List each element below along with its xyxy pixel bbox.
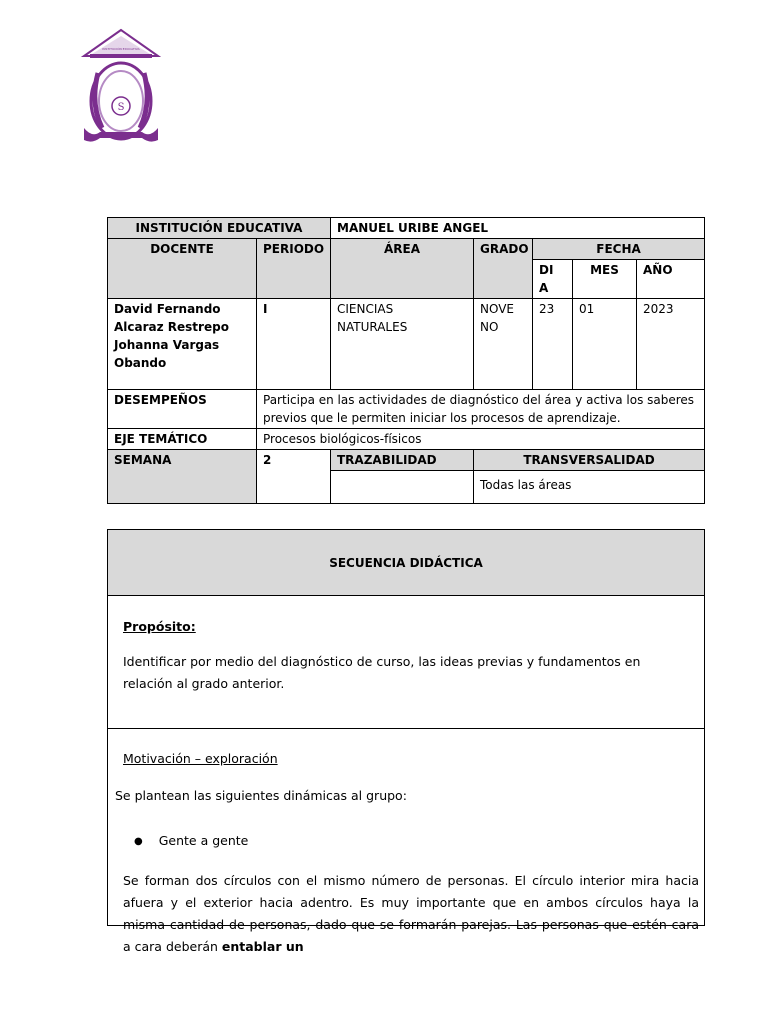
mes-header: MES xyxy=(573,260,637,299)
motivacion-paragraph xyxy=(123,870,699,958)
semana-value: 2 xyxy=(257,450,331,504)
svg-text:S: S xyxy=(117,102,125,113)
area-cell xyxy=(331,299,474,390)
bullet-text: Gente a gente xyxy=(158,833,249,848)
fecha-header: FECHA xyxy=(533,239,705,260)
grado-header: GRADO xyxy=(474,239,533,299)
bullet-dot: ● xyxy=(134,836,143,847)
motivacion-section xyxy=(108,729,704,954)
bullet-item xyxy=(134,833,730,848)
docente-line-3: Johanna Vargas xyxy=(114,338,220,352)
eje-value: Procesos biológicos-físicos xyxy=(257,429,705,450)
docente-header: DOCENTE xyxy=(108,239,257,299)
semana-label: SEMANA xyxy=(108,450,257,504)
grado-cell xyxy=(474,299,533,390)
area-line-2: NATURALES xyxy=(337,320,408,334)
area-line-1: CIENCIAS xyxy=(337,302,394,316)
docente-cell xyxy=(108,299,257,390)
institucion-value: MANUEL URIBE ANGEL xyxy=(331,218,705,239)
proposito-text: Identificar por medio del diagnóstico de curso, las ideas previas y fundamentos en relación al grado anterior. xyxy=(123,654,641,691)
trazabilidad-value xyxy=(331,471,474,504)
grado-line-1: NOVE xyxy=(480,302,515,316)
desempenos-label: DESEMPEÑOS xyxy=(108,390,257,429)
paragraph-bold: entablar un xyxy=(221,939,304,954)
area-header: ÁREA xyxy=(331,239,474,299)
desempenos-value: Participa en las actividades de diagnóstico del área y activa los saberes previos que le permiten iniciar los procesos de aprendizaje. xyxy=(257,390,705,429)
anio-value: 2023 xyxy=(637,299,705,390)
proposito-section xyxy=(108,596,704,729)
docente-line-1: David Fernando xyxy=(114,302,221,316)
trazabilidad-label: TRAZABILIDAD xyxy=(331,450,474,471)
docente-line-2: Alcaraz Restrepo xyxy=(114,320,229,334)
transversalidad-value: Todas las áreas xyxy=(474,471,705,504)
periodo-header: PERIODO xyxy=(257,239,331,299)
eje-label: EJE TEMÁTICO xyxy=(108,429,257,450)
institucion-label: INSTITUCIÓN EDUCATIVA xyxy=(108,218,331,239)
dia-value: 23 xyxy=(533,299,573,390)
grado-line-2: NO xyxy=(480,320,499,334)
paragraph-normal: Se forman dos círculos con el mismo número de personas. El círculo interior mira hacia afuera y el exterior hacia adentro. Es muy importante que en ambos círculos haya la misma cantidad de personas, dado que se formarán parejas. Las personas que estén cara a cara deberán xyxy=(123,873,699,954)
info-table xyxy=(107,217,705,504)
motivacion-label: Motivación – exploración xyxy=(123,751,278,766)
mes-value: 01 xyxy=(573,299,637,390)
dia-header: DI A xyxy=(533,260,573,299)
secuencia-box xyxy=(107,529,705,954)
transversalidad-label: TRANSVERSALIDAD xyxy=(474,450,705,471)
svg-text:INSTITUCIÓN EDUCATIVA: INSTITUCIÓN EDUCATIVA xyxy=(102,47,140,51)
docente-line-4: Obando xyxy=(114,356,167,370)
school-logo xyxy=(80,28,162,146)
motivacion-intro: Se plantean las siguientes dinámicas al grupo: xyxy=(115,788,407,803)
periodo-value: I xyxy=(257,299,331,390)
proposito-label: Propósito: xyxy=(123,619,196,634)
anio-header: AÑO xyxy=(637,260,705,299)
secuencia-title: SECUENCIA DIDÁCTICA xyxy=(108,530,704,596)
